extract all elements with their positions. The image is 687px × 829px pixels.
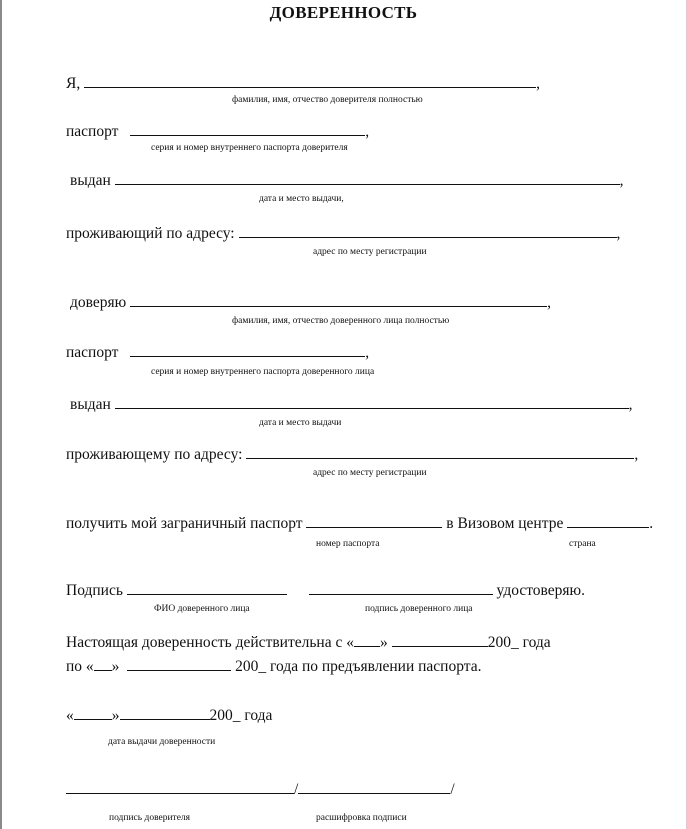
validity-to-month-field[interactable] xyxy=(127,656,231,671)
principal-issued-row xyxy=(70,170,624,190)
principal-passport-row xyxy=(66,121,369,141)
principal-lead: Я, xyxy=(66,75,81,92)
comma: , xyxy=(365,344,370,361)
agent-fio-field[interactable] xyxy=(127,580,287,595)
dot: . xyxy=(649,515,654,532)
decode-caption: расшифровка подписи xyxy=(316,813,407,823)
footer-signature-row xyxy=(66,779,455,799)
quote-close: » xyxy=(379,634,388,651)
comma: , xyxy=(365,123,370,140)
agent-issued-label: выдан xyxy=(70,396,111,413)
comma: , xyxy=(628,396,633,413)
comma: , xyxy=(619,172,624,189)
comma: , xyxy=(634,446,639,463)
principal-passport-label: паспорт xyxy=(66,123,119,140)
comma: , xyxy=(616,225,621,242)
signature-label: Подпись xyxy=(66,582,123,599)
agent-name-field[interactable] xyxy=(130,292,547,307)
quote-close: » xyxy=(111,707,120,724)
validity-from-text: Настоящая доверенность действительна с « xyxy=(66,634,354,651)
issue-date-caption: дата выдачи доверенности xyxy=(108,737,216,747)
validity-row-1 xyxy=(66,632,551,652)
agent-name-row xyxy=(70,292,551,312)
validity-from-month-field[interactable] xyxy=(392,632,488,647)
agent-issued-field[interactable] xyxy=(115,394,629,409)
validity-from-year: 200_ года xyxy=(487,634,551,651)
comma: , xyxy=(536,75,540,92)
foreign-passport-number-field[interactable] xyxy=(306,513,442,528)
agent-lead: доверяю xyxy=(70,294,127,311)
certify-text: удостоверяю. xyxy=(496,582,585,599)
principal-issued-field[interactable] xyxy=(115,170,620,185)
principal-address-caption: адрес по месту регистрации xyxy=(313,247,427,257)
issue-year: 200_ года xyxy=(209,707,273,724)
purpose-row xyxy=(66,513,653,533)
issue-day-field[interactable] xyxy=(74,705,112,720)
principal-name-row xyxy=(66,73,540,93)
signature-row xyxy=(66,580,585,600)
validity-to-day-field[interactable] xyxy=(94,656,112,671)
agent-signature-field[interactable] xyxy=(309,580,493,595)
quote-open: « xyxy=(66,707,74,724)
purpose-text: получить мой заграничный паспорт xyxy=(66,515,303,532)
validity-from-day-field[interactable] xyxy=(354,632,380,647)
agent-address-row xyxy=(66,444,638,464)
agent-passport-field[interactable] xyxy=(130,342,365,357)
principal-name-field[interactable] xyxy=(84,73,536,88)
left-border xyxy=(0,0,2,829)
comma: , xyxy=(547,294,551,311)
passport-number-caption: номер паспорта xyxy=(316,539,380,549)
agent-issued-caption: дата и место выдачи xyxy=(259,418,342,428)
principal-address-row xyxy=(66,223,620,243)
agent-issued-row xyxy=(70,394,633,414)
country-caption: страна xyxy=(569,539,596,549)
agent-passport-label: паспорт xyxy=(66,344,119,361)
issue-date-row xyxy=(66,705,272,725)
issue-month-field[interactable] xyxy=(120,705,210,720)
quote-close: » xyxy=(111,658,120,675)
signature-decode-field[interactable] xyxy=(298,779,450,794)
validity-row-2 xyxy=(66,656,481,676)
slash: / xyxy=(294,781,299,798)
validity-to-year-text: 200_ года по предъявлении паспорта. xyxy=(235,658,482,675)
validity-to-text: по « xyxy=(66,658,94,675)
agent-address-label: проживающему по адресу: xyxy=(66,446,243,463)
principal-issued-label: выдан xyxy=(70,172,111,189)
fio-caption: ФИО доверенного лица xyxy=(154,604,250,614)
agent-name-caption: фамилия, имя, отчество доверенного лица полностью xyxy=(232,316,450,326)
principal-issued-caption: дата и место выдачи, xyxy=(259,194,344,204)
slash: / xyxy=(450,781,455,798)
agent-passport-row xyxy=(66,342,369,362)
document-title: ДОВЕРЕННОСТЬ xyxy=(269,3,418,22)
country-field[interactable] xyxy=(567,513,649,528)
agent-address-caption: адрес по месту регистрации xyxy=(313,468,427,478)
visa-center-label: в Визовом центре xyxy=(446,515,564,532)
agent-address-field[interactable] xyxy=(246,444,634,459)
principal-address-field[interactable] xyxy=(239,223,617,238)
principal-signature-field[interactable] xyxy=(66,779,294,794)
principal-name-caption: фамилия, имя, отчество доверителя полностью xyxy=(232,95,423,105)
principal-passport-field[interactable] xyxy=(130,121,365,136)
principal-passport-caption: серия и номер внутреннего паспорта доверителя xyxy=(151,143,348,153)
principal-address-label: проживающий по адресу: xyxy=(66,225,235,242)
agent-passport-caption: серия и номер внутреннего паспорта доверенного лица xyxy=(151,367,375,377)
agent-sign-caption: подпись доверенного лица xyxy=(365,604,473,614)
principal-sign-caption: подпись доверителя xyxy=(109,813,191,823)
